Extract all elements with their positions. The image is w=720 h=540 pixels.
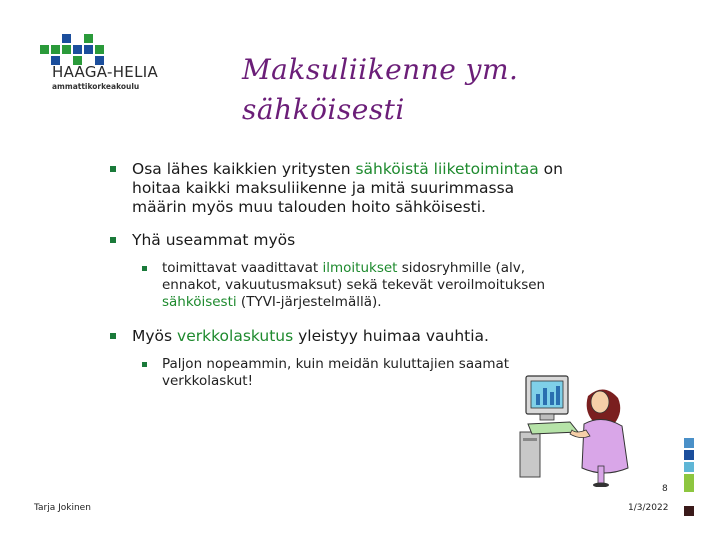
sub-bullet-marker (142, 266, 147, 271)
slide-title: Maksuliikenne ym. sähköisesti (242, 53, 519, 126)
sub-bullet-1 (142, 260, 570, 311)
sub-bullet-1-text-c: (TYVI-järjestelmällä). (236, 294, 382, 310)
bullet-1-text-b: on hoitaa kaikki maksuliikenne ja mitä suurimmassa määrin myös muu talouden hoito sähköisesti. (132, 160, 563, 216)
color-square (684, 462, 694, 472)
sub-bullet-1-highlight-a: ilmoitukset (322, 260, 398, 276)
sub-bullet-marker (142, 362, 147, 367)
color-square (684, 474, 694, 492)
footer-date: 1/3/2022 (628, 503, 669, 513)
footer-author: Tarja Jokinen (34, 503, 91, 513)
bullet-3-text-b: yleistyy huimaa vauhtia. (293, 327, 489, 345)
color-square (684, 438, 694, 448)
bullet-3-text-a: Myös (132, 327, 178, 345)
bullet-marker (110, 166, 116, 172)
sub-bullet-2 (142, 356, 532, 390)
logo-name: HAAGA-HELIA (52, 63, 159, 81)
bullet-2 (110, 231, 570, 250)
bullet-3-highlight: verkkolaskutus (177, 327, 294, 345)
side-color-squares (684, 438, 694, 518)
sub-bullet-1-text-b: sidosryhmille (alv, ennakot, vakuutusmaksut) sekä tekevät veroilmoituksen (162, 260, 546, 293)
bullet-1-highlight: sähköistä liiketoimintaa (355, 160, 539, 178)
woman-at-computer-illustration (518, 362, 638, 487)
slide-number: 8 (662, 484, 668, 494)
bullet-1 (110, 160, 570, 217)
color-square (684, 506, 694, 516)
bullet-marker (110, 333, 116, 339)
bullet-3 (110, 327, 570, 346)
sub-bullet-2-text: Paljon nopeammin, kuin meidän kuluttajien saamat verkkolaskut! (162, 356, 510, 389)
color-square (684, 494, 694, 504)
sub-bullet-1-highlight-b: sähköisesti (162, 294, 237, 310)
bullet-1-text-a: Osa lähes kaikkien yritysten (132, 160, 356, 178)
bullet-marker (110, 237, 116, 243)
slide-content (110, 160, 570, 406)
logo-subtitle: ammattikorkeakoulu (52, 82, 140, 91)
color-square (684, 450, 694, 460)
bullet-2-text: Yhä useammat myös (132, 231, 296, 249)
sub-bullet-1-text-a: toimittavat vaadittavat (162, 260, 323, 276)
